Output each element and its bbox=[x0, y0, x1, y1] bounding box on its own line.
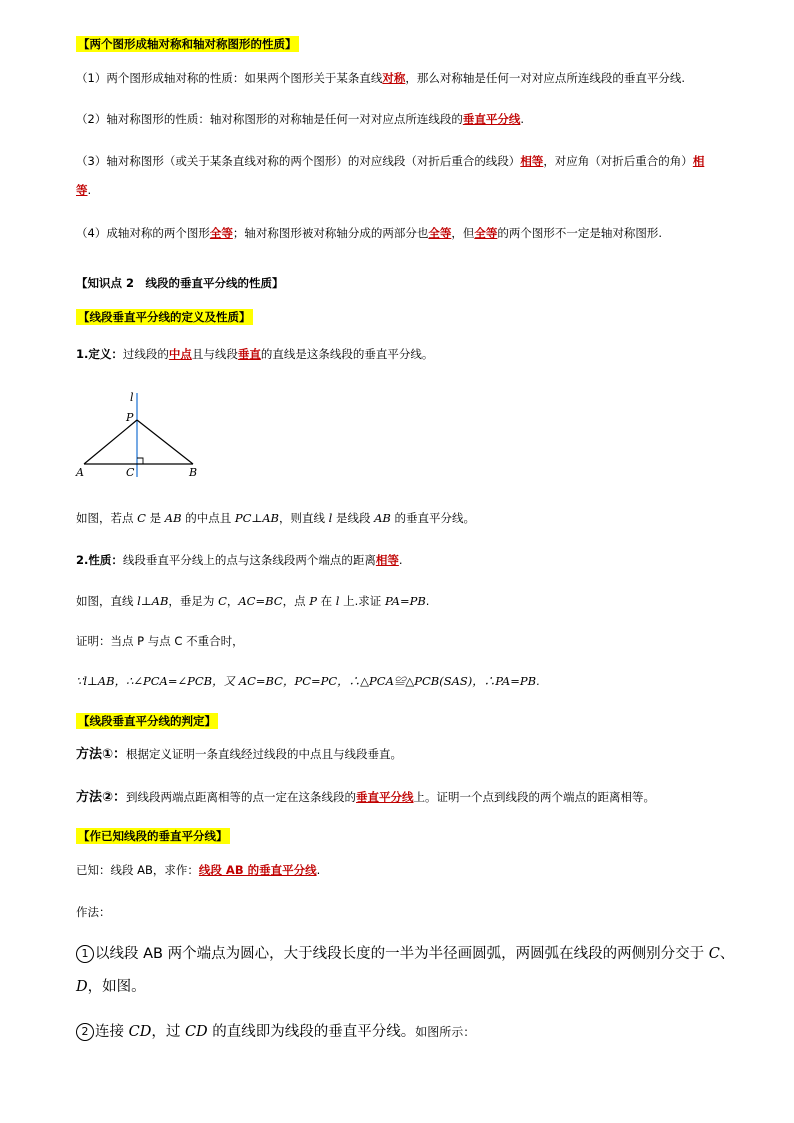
step-1-cont bbox=[76, 977, 146, 997]
section-title-axis-symmetry bbox=[76, 36, 299, 52]
text: ，但 bbox=[451, 226, 475, 240]
text: ，对应角（对折后重合的角） bbox=[543, 154, 693, 168]
text: . bbox=[316, 863, 321, 877]
highlight-heading: 【作已知线段的垂直平分线】 bbox=[78, 829, 228, 843]
math: l bbox=[328, 511, 333, 525]
math: C bbox=[708, 946, 720, 962]
example-1 bbox=[76, 510, 475, 526]
text: ，如图。 bbox=[87, 979, 146, 995]
label-b: B bbox=[189, 466, 198, 479]
math: C bbox=[137, 511, 146, 525]
step-number: 1 bbox=[76, 945, 94, 963]
method-2 bbox=[76, 789, 655, 806]
section-title-definition bbox=[76, 309, 253, 325]
text: 上.求证 bbox=[339, 594, 385, 608]
keyword: 全等 bbox=[209, 226, 233, 240]
math: D bbox=[76, 979, 88, 995]
keyword: 等 bbox=[76, 183, 88, 197]
text: . bbox=[87, 183, 92, 197]
keyword: 对称 bbox=[382, 71, 406, 85]
construction-method-label: 作法： bbox=[76, 905, 111, 919]
text: . bbox=[398, 553, 403, 567]
text: 是 bbox=[145, 511, 165, 525]
text: ，点 bbox=[282, 594, 310, 608]
math: AC=BC bbox=[238, 594, 283, 608]
label-l: l bbox=[130, 391, 134, 404]
keyword: 全等 bbox=[428, 226, 452, 240]
section-title-construction bbox=[76, 828, 230, 844]
perpendicular-bisector-figure bbox=[70, 385, 210, 485]
text: 到线段两端点距离相等的点一定在这条线段的 bbox=[126, 790, 357, 804]
keyword: 垂直平分线 bbox=[462, 112, 521, 126]
text: ，则直线 bbox=[278, 511, 329, 525]
keyword: 相 bbox=[692, 154, 705, 168]
text: 的直线即为线段的垂直平分线。 bbox=[207, 1024, 416, 1040]
text: 如图，若点 bbox=[76, 511, 138, 525]
segment-pb bbox=[137, 420, 193, 464]
label: 方法②： bbox=[76, 790, 127, 805]
segment-pa bbox=[84, 420, 137, 464]
property-statement bbox=[76, 552, 403, 568]
label: 2.性质： bbox=[76, 553, 123, 567]
math: PC⊥AB bbox=[234, 511, 279, 525]
keyword: 中点 bbox=[168, 347, 192, 361]
math: PA=PB bbox=[384, 594, 426, 608]
text: 根据定义证明一条直线经过线段的中点且与线段垂直。 bbox=[126, 747, 403, 761]
math: l⊥AB bbox=[137, 594, 169, 608]
keyword: 垂直平分线 bbox=[356, 790, 414, 804]
keyword: 相等 bbox=[375, 553, 399, 567]
proof-body: ∵l⊥AB，∴∠PCA=∠PCB，又 AC=BC，PC=PC，∴△PCA≌△PCB(SAS)，∴PA=PB. bbox=[76, 674, 540, 688]
text: ， bbox=[226, 594, 239, 608]
property-4 bbox=[76, 225, 662, 241]
text: ，过 bbox=[151, 1024, 185, 1040]
keyword: 线段 AB 的垂直平分线 bbox=[198, 863, 317, 877]
text: （4）成轴对称的两个图形 bbox=[76, 226, 210, 240]
text: ，垂足为 bbox=[168, 594, 219, 608]
label-p: P bbox=[126, 411, 134, 424]
keyword: 垂直 bbox=[237, 347, 261, 361]
text: 的中点且 bbox=[181, 511, 235, 525]
text: 如图所示： bbox=[415, 1025, 476, 1039]
property-2 bbox=[76, 111, 524, 127]
math: CD bbox=[184, 1024, 208, 1040]
math: l bbox=[335, 594, 340, 608]
text: ；轴对称图形被对称轴分成的两部分也 bbox=[232, 226, 429, 240]
step-number: 2 bbox=[76, 1023, 94, 1041]
text: 的直线是这条线段的垂直平分线。 bbox=[260, 347, 434, 361]
math: AB bbox=[164, 511, 182, 525]
text: . bbox=[425, 594, 430, 608]
step-2 bbox=[76, 1022, 475, 1042]
highlight-heading: 【线段垂直平分线的定义及性质】 bbox=[78, 310, 251, 324]
keyword: 全等 bbox=[474, 226, 498, 240]
label: 方法①： bbox=[76, 747, 127, 762]
text: 是线段 bbox=[332, 511, 375, 525]
knowledge-point-title: 【知识点 2 线段的垂直平分线的性质】 bbox=[76, 276, 284, 290]
text: 如图，直线 bbox=[76, 594, 138, 608]
known-line bbox=[76, 862, 320, 878]
property-3-cont bbox=[76, 182, 91, 198]
section-title-criterion bbox=[76, 713, 218, 729]
text: 以线段 AB 两个端点为圆心，大于线段长度的一半为半径画圆弧，两圆弧在线段的两侧别分交于 bbox=[95, 946, 709, 962]
text: ，那么对称轴是任何一对对应点所连线段的垂直平分线. bbox=[405, 71, 685, 85]
text: 已知：线段 AB，求作： bbox=[76, 863, 199, 877]
text: 连接 bbox=[95, 1024, 129, 1040]
text: 线段垂直平分线上的点与这条线段两个端点的距离 bbox=[122, 553, 376, 567]
proof-intro: 证明：当点 P 与点 C 不重合时， bbox=[76, 634, 244, 648]
text: 过线段的 bbox=[122, 347, 169, 361]
text: 且与线段 bbox=[191, 347, 238, 361]
step-1 bbox=[76, 944, 734, 964]
definition bbox=[76, 346, 433, 362]
text: （1）两个图形成轴对称的性质：如果两个图形关于某条直线 bbox=[76, 71, 383, 85]
method-1 bbox=[76, 746, 402, 763]
text: 的两个图形不一定是轴对称图形. bbox=[497, 226, 662, 240]
property-1 bbox=[76, 70, 685, 86]
example-2 bbox=[76, 593, 429, 609]
text: 在 bbox=[316, 594, 336, 608]
math: AB bbox=[374, 511, 391, 525]
keyword: 相等 bbox=[520, 154, 544, 168]
highlight-heading: 【两个图形成轴对称和轴对称图形的性质】 bbox=[78, 37, 297, 51]
math: P bbox=[309, 594, 317, 608]
right-angle-mark bbox=[137, 458, 143, 464]
text: 、 bbox=[719, 946, 735, 962]
text: （3）轴对称图形（或关于某条直线对称的两个图形）的对应线段（对折后重合的线段） bbox=[76, 154, 521, 168]
math: C bbox=[218, 594, 227, 608]
text: 的垂直平分线。 bbox=[390, 511, 476, 525]
highlight-heading: 【线段垂直平分线的判定】 bbox=[78, 714, 216, 728]
text: . bbox=[520, 112, 524, 126]
text: （2）轴对称图形的性质：轴对称图形的对称轴是任何一对对应点所连线段的 bbox=[76, 112, 463, 126]
property-3 bbox=[76, 153, 704, 169]
text: 上。证明一个点到线段的两个端点的距离相等。 bbox=[413, 790, 656, 804]
label-a: A bbox=[76, 466, 84, 479]
label: 1.定义： bbox=[76, 347, 123, 361]
math: CD bbox=[128, 1024, 152, 1040]
label-c: C bbox=[126, 466, 135, 479]
